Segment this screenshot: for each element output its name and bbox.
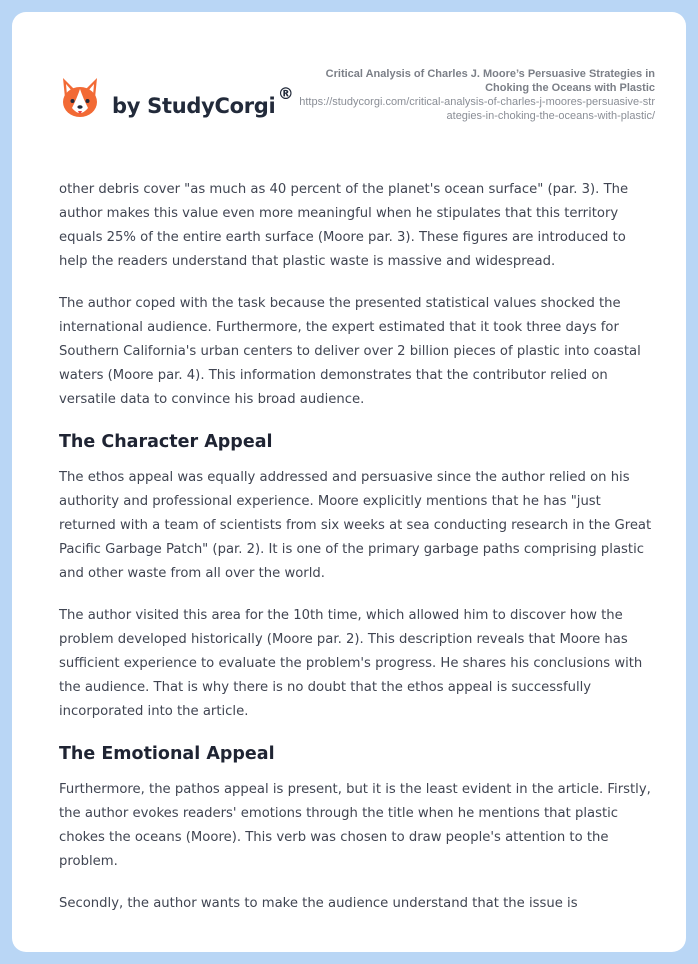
studycorgi-logo[interactable] <box>60 76 294 120</box>
paragraph: Secondly, the author wants to make the audience understand that the issue is <box>59 896 578 911</box>
document-meta <box>295 67 655 123</box>
paragraph: The author visited this area for the 10th time, which allowed him to discover how the problem developed historically (Moore par. 2). This description reveals that Moore has sufficient experience to evaluate the problem's progress. He shares his conclusions with the audience. That is why there is no doubt that the ethos appeal is successfully incorporated into the article. <box>59 608 643 719</box>
paragraph: other debris cover "as much as 40 percent of the planet's ocean surface" (par. 3). The author makes this value even more meaningful when he stipulates that this territory equals 25% of the entire earth surface (Moore par. 3). These figures are introduced to help the readers understand that plastic waste is massive and widespread. <box>59 182 629 269</box>
section-heading: The Emotional Appeal <box>59 744 275 764</box>
document-page <box>12 12 686 952</box>
brand-name: by StudyCorgi ® <box>112 84 294 118</box>
corgi-icon <box>60 76 100 120</box>
paragraph: The author coped with the task because the presented statistical values shocked the international audience. Furthermore, the expert estimated that it took three days for Southern California's urban centers to deliver over 2 billion pieces of plastic into coastal waters (Moore par. 4). This information demonstrates that the contributor relied on versatile data to convince his broad audience. <box>59 296 641 407</box>
document-url[interactable]: https://studycorgi.com/critical-analysis-of-charles-j-moores-persuasive-strategies-in-choking-the-oceans-with-plastic/ <box>299 96 655 122</box>
document-title: Critical Analysis of Charles J. Moore’s Persuasive Strategies in Choking the Oceans with Plastic <box>325 68 655 94</box>
paragraph: Furthermore, the pathos appeal is present, but it is the least evident in the article. Firstly, the author evokes readers' emotions through the title when he mentions that plastic chokes the oceans (Moore). This verb was chosen to draw people's attention to the problem. <box>59 782 651 869</box>
article-body <box>59 178 657 934</box>
paragraph: The ethos appeal was equally addressed and persuasive since the author relied on his authority and professional experience. Moore explicitly mentions that he has "just returned with a team of scientists from six weeks at sea conducting research in the Great Pacific Garbage Patch" (par. 2). It is one of the primary garbage paths comprising plastic and other waste from all over the world. <box>59 470 652 581</box>
section-heading: The Character Appeal <box>59 432 273 452</box>
registered-mark: ® <box>277 84 294 103</box>
